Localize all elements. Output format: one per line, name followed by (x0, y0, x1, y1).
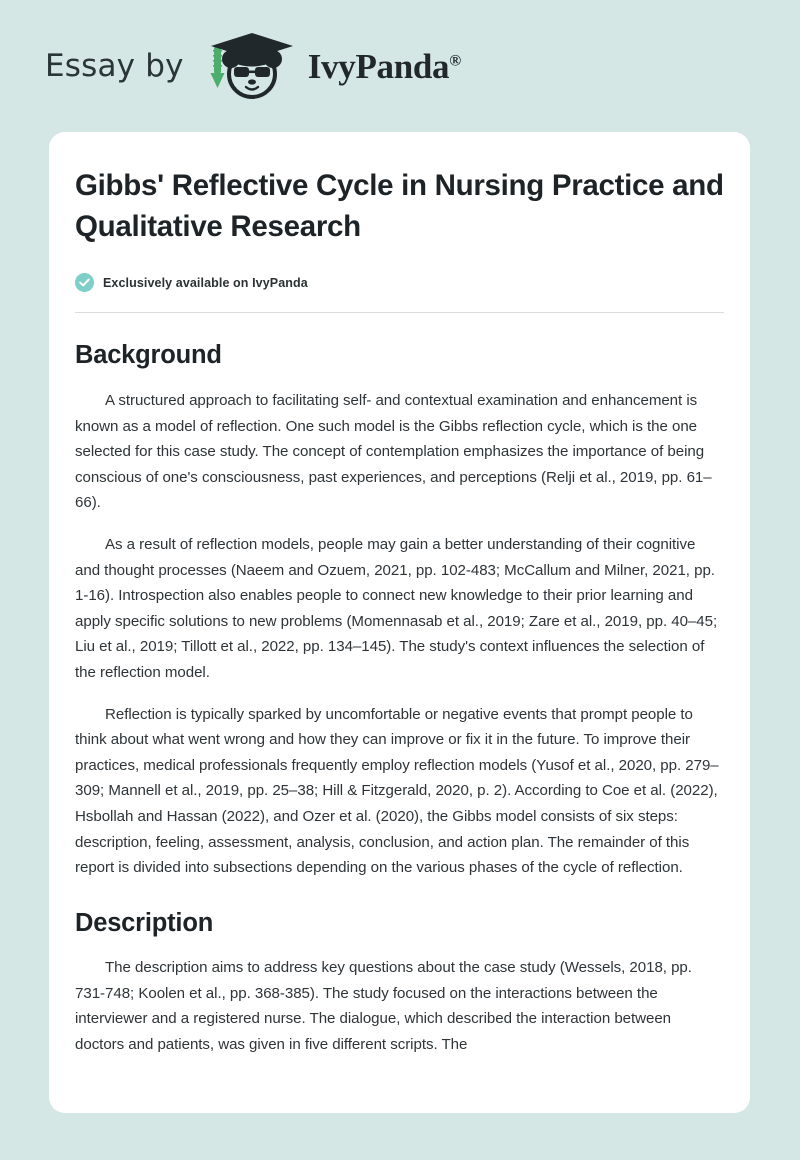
panda-graduate-logo-icon (200, 31, 304, 101)
paragraph: The description aims to address key questions about the case study (Wessels, 2018, pp. 731-748; Koolen et al., pp. 368-385). The study focused on the interactions between the interviewer and a registered nurse. The dialogue, which described the interaction between doctors and patients, was given in five different scripts. The (75, 959, 692, 1054)
essay-by-label: Essay by (45, 47, 184, 84)
exclusive-availability-badge (75, 273, 724, 292)
paragraph: A structured approach to facilitating self- and contextual examination and enhancement is known as a model of reflection. One such model is the Gibbs reflection cycle, which is the one selected for this case study. The concept of contemplation emphasizes the importance of being conscious of one's consciousness, past experiences, and perceptions (Relji et al., 2019, pp. 61–66). (75, 392, 712, 512)
header-divider (75, 312, 724, 313)
wordmark-text: IvyPanda (307, 46, 450, 86)
essay-content (75, 166, 724, 1058)
brand-header (0, 0, 800, 132)
page-title: Gibbs' Reflective Cycle in Nursing Practice and Qualitative Research (75, 169, 724, 243)
registered-trademark-mark: ® (449, 51, 461, 69)
section-heading-description: Description (75, 908, 214, 937)
ivypanda-wordmark (307, 46, 461, 86)
ivypanda-logo[interactable] (200, 31, 461, 101)
check-circle-icon (75, 273, 94, 292)
section-heading-background: Background (75, 341, 222, 370)
essay-paper-card (49, 132, 750, 1113)
exclusive-availability-label: Exclusively available on IvyPanda (103, 275, 308, 290)
paragraph: Reflection is typically sparked by uncomfortable or negative events that prompt people to think about what went wrong and how they can improve or fix it in the future. To improve their practices, medical professionals frequently employ reflection models (Yusof et al., 2020, pp. 279–309; Mannell et al., 2019, pp. 25–38; Hill & Fitzgerald, 2020, p. 2). According to Coe et al. (2022), Hsbollah and Hassan (2022), and Ozer et al. (2020), the Gibbs model consists of six steps: description, feeling, assessment, analysis, conclusion, and action plan. The remainder of this report is divided into subsections depending on the various phases of the cycle of reflection. (75, 705, 719, 877)
paragraph: As a result of reflection models, people may gain a better understanding of their cognitive and thought processes (Naeem and Ozuem, 2021, pp. 102-483; McCallum and Milner, 2021, pp. 1-16). Introspection also enables people to connect new knowledge to their prior learning and apply specific solutions to new problems (Momennasab et al., 2019; Zare et al., 2019, pp. 40–45; Liu et al., 2019; Tillott et al., 2022, pp. 134–145). The study's context influences the selection of the reflection model. (75, 535, 718, 681)
